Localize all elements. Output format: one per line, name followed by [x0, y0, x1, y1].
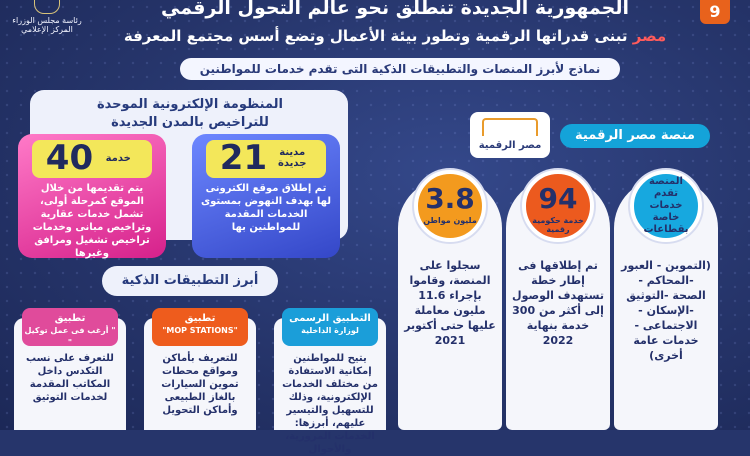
subtitle-highlight: مصر	[632, 27, 667, 45]
sectors-circle: المنصة تقدم خدمات خاصة بقطاعات	[630, 170, 702, 242]
circle-unit: خدمة حكومية رقمية	[532, 216, 584, 234]
page-subtitle	[100, 27, 690, 45]
smart-apps-title: أبرز التطبيقات الذكية	[102, 266, 278, 296]
app-header	[152, 308, 248, 346]
subtitle-rest: تبنى قدراتها الرقمية وتطور بيئة الأعمال وتضع أسس مجتمع المعرفة	[123, 27, 633, 45]
stat-description: تم إطلاق موقع الكترونى لها بهدف النهوض بمستوى الخدمات المقدمة للمواطنين بها	[200, 183, 332, 233]
stat-unit: مدينة جديدة	[277, 147, 307, 169]
app-description: للتعريف بأماكن ومواقع محطات تموين السيارات بالغاز الطبيعى وأماكن التحويل	[161, 353, 239, 416]
stat-card-services	[18, 134, 166, 258]
stat-unit: خدمة	[105, 152, 131, 164]
app-header	[282, 308, 378, 346]
unified-system-title	[60, 96, 320, 132]
digital-egypt-logo-text: مصر الرقمية	[478, 140, 542, 151]
page-number-badge: 9	[700, 0, 730, 24]
digital-egypt-heading: منصة مصر الرقمية	[560, 124, 710, 148]
eagle-seal-icon	[34, 0, 60, 14]
app-label: التطبيق الرسمى	[289, 313, 371, 324]
app-description: يتيح للمواطنين إمكانية الاستفادة من مختلف الخدمات الإلكترونية، وذلك للتسهيل والتيسير عليهم، أبرزها: الخدمات المرورية، والأحوال	[282, 353, 378, 455]
stat-number: 40	[45, 138, 94, 178]
app-card-interior-ministry	[274, 313, 386, 455]
logo-line-1: رئاسة مجلس الوزراء	[12, 16, 82, 25]
building-icon	[482, 118, 538, 136]
app-sublabel: "MOP STATIONS"	[162, 326, 238, 335]
app-card-power-of-attorney	[14, 313, 126, 430]
app-label: تطبيق	[184, 313, 216, 324]
citizens-circle	[414, 170, 486, 242]
logo-line-2: المركز الإعلامي	[21, 25, 73, 34]
digital-egypt-logo	[470, 112, 550, 158]
digital-egypt-column-sectors	[614, 178, 718, 430]
digital-egypt-column-services	[506, 178, 610, 430]
section-ribbon: نماذج لأبرز المنصات والتطبيقات الذكية التى تقدم خدمات للمواطنين	[180, 58, 620, 80]
app-sublabel: لوزارة الداخلية	[301, 326, 359, 335]
stat-card-new-cities	[192, 134, 340, 258]
circle-number: 3.8	[425, 182, 475, 215]
unified-title-line-1: المنظومة الإلكترونية الموحدة	[96, 97, 284, 112]
column-body: تم إطلاقها فى إطار خطة تستهدف الوصول إلى أكثر من 300 خدمة بنهاية 2022	[512, 259, 604, 347]
unified-title-line-2: للتراخيص بالمدن الجديدة	[111, 115, 269, 130]
stat-number-box	[206, 140, 326, 178]
app-label: تطبيق	[54, 313, 86, 324]
circle-number: 94	[538, 182, 578, 215]
page-title: الجمهورية الجديدة تنطلق نحو عالم التحول الرقمي	[161, 0, 629, 19]
app-card-mop-stations	[144, 313, 256, 430]
services-circle	[522, 170, 594, 242]
app-sublabel: " أرغب فى عمل توكيل "	[24, 326, 116, 347]
digital-egypt-column-citizens	[398, 178, 502, 430]
cabinet-media-center-logo	[8, 0, 86, 40]
stat-number: 21	[219, 138, 268, 178]
stat-description: يتم تقديمها من خلال الموقع كمرحلة أولى، تشمل خدمات عقارية وتراخيص مبانى وخدمات تراخيص تشغيل ومرافق وغيرها	[32, 183, 152, 259]
stat-number-box	[32, 140, 152, 178]
app-header	[22, 308, 118, 346]
column-body: (التموين - العبور -المحاكم - الصحة -التوثيق -الإسكان - الاجتماعى - خدمات عامة أخرى)	[621, 259, 711, 362]
app-description: للتعرف على نسب التكدس داخل المكاتب المقدمة لخدمات التوثيق	[26, 353, 114, 403]
circle-unit: مليون مواطن	[423, 216, 477, 225]
column-body: سجلوا على المنصة، وقاموا بإجراء 11.6 مليون معاملة عليها حتى أكتوبر 2021	[404, 259, 496, 347]
